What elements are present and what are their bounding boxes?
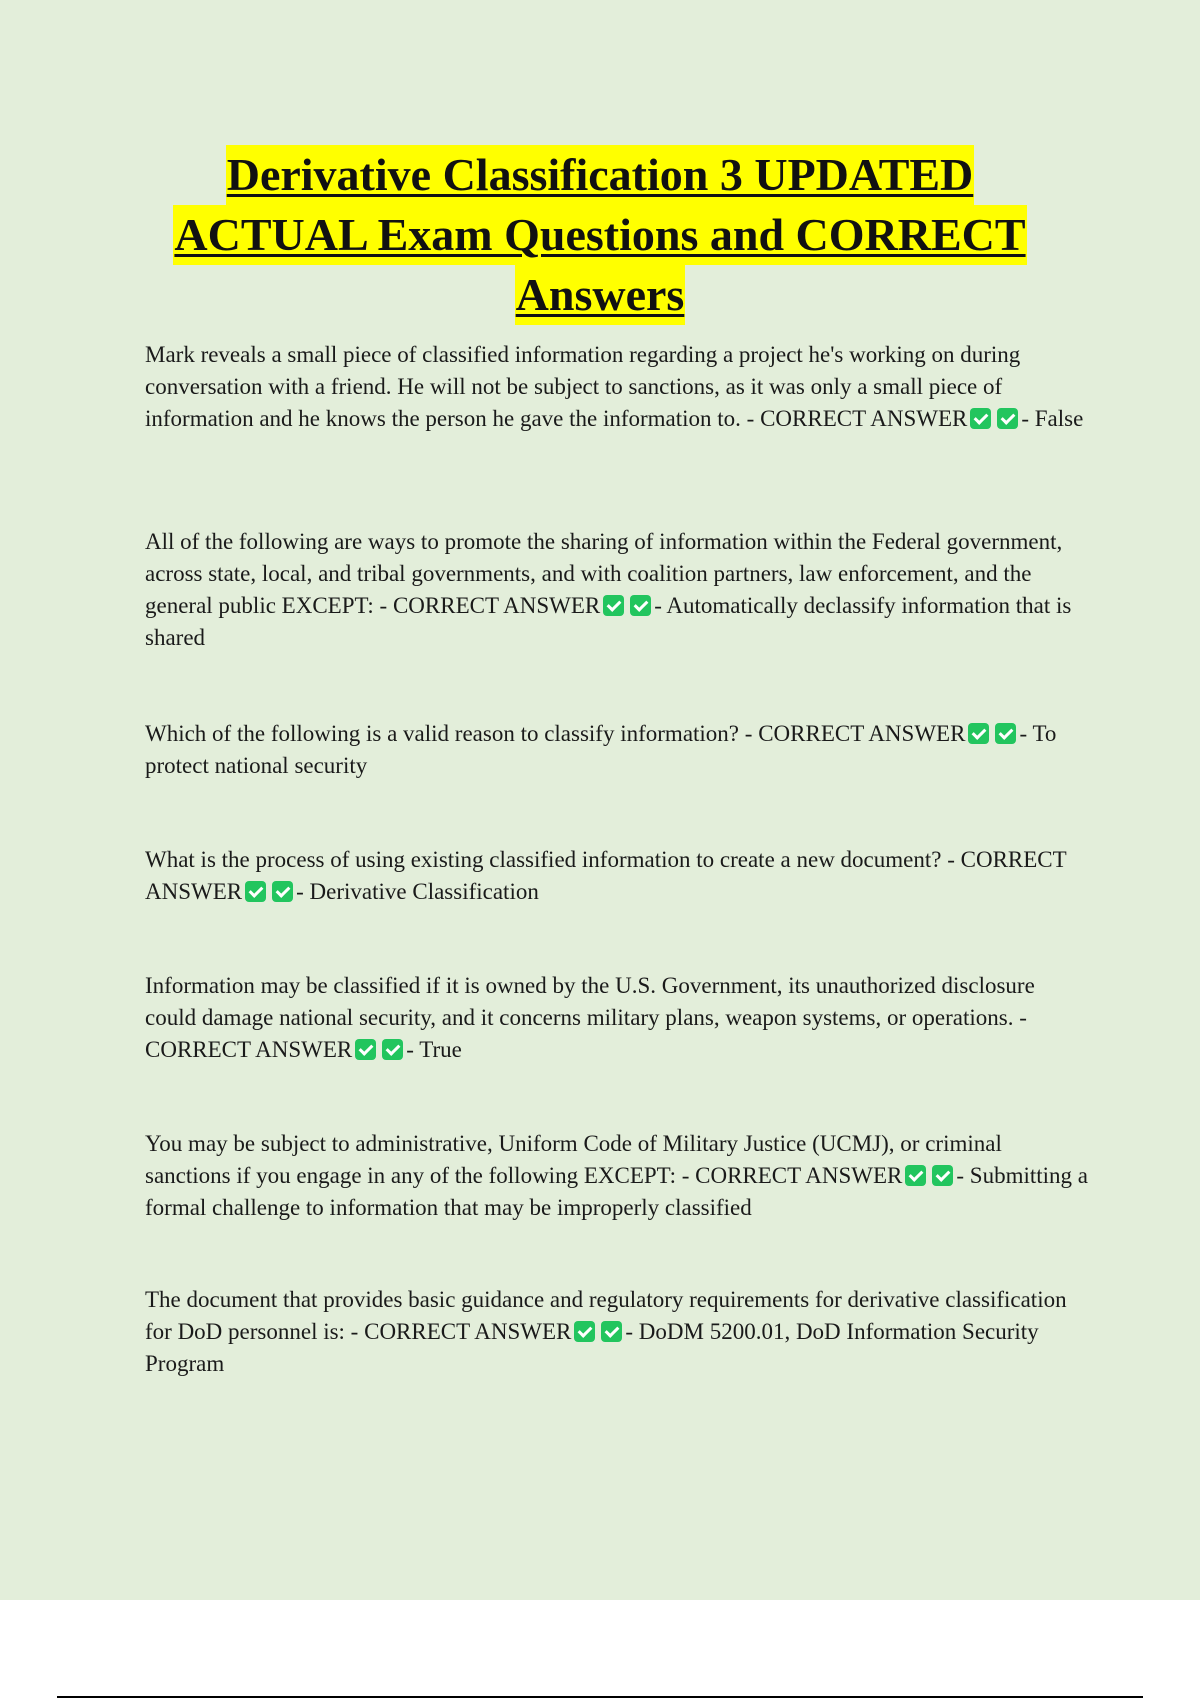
- document-title: [0, 145, 1200, 325]
- question-text: The document that provides basic guidance and regulatory requirements for derivative classification for DoD personnel is: -: [145, 1287, 1067, 1344]
- question-text: You may be subject to administrative, Uniform Code of Military Justice (UCMJ), or criminal sanctions if you engage in any of the following EXCEPT: -: [145, 1131, 1002, 1188]
- answer-text: True: [419, 1037, 462, 1062]
- answer-text: To protect national security: [145, 721, 1057, 778]
- answer-text: Derivative Classification: [309, 879, 539, 904]
- question-text: Mark reveals a small piece of classified information regarding a project he's working on during conversation with a friend. He will not be subject to sanctions, as it was only a small piece of information and he knows the person he gave the information to. -: [145, 342, 1021, 431]
- check-mark-icon: [574, 1321, 595, 1342]
- correct-answer-label: CORRECT ANSWER: [364, 1319, 572, 1344]
- check-mark-icon: [905, 1165, 926, 1186]
- check-mark-icon: [603, 595, 624, 616]
- qa-item-5: Information may be classified if it is owned by the U.S. Government, its unauthorized disclosure could damage national security, and it concerns military plans, weapon systems, or operations. - CORRECT ANSWER - True: [145, 973, 1035, 1062]
- check-mark-icon: [932, 1165, 953, 1186]
- title-line-1: Derivative Classification 3 UPDATED: [226, 145, 975, 205]
- check-mark-icon: [245, 881, 266, 902]
- qa-item-6: You may be subject to administrative, Uniform Code of Military Justice (UCMJ), or criminal sanctions if you engage in any of the following EXCEPT: - CORRECT ANSWER - Submitting a formal challenge to information that may be improperly classified: [145, 1131, 1088, 1220]
- check-mark-icon: [272, 881, 293, 902]
- qa-item-1: Mark reveals a small piece of classified information regarding a project he's working on during conversation with a friend. He will not be subject to sanctions, as it was only a small piece of information and he knows the person he gave the information to. - CORRECT ANSWER - False: [145, 342, 1084, 431]
- correct-answer-label: CORRECT ANSWER: [145, 1037, 353, 1062]
- correct-answer-label: CORRECT ANSWER: [758, 721, 966, 746]
- question-text: Which of the following is a valid reason to classify information? -: [145, 721, 753, 746]
- title-line-2: ACTUAL Exam Questions and CORRECT: [173, 205, 1026, 265]
- check-mark-icon: [970, 408, 991, 429]
- answer-text: DoDM 5200.01, DoD Information Security Program: [145, 1319, 1039, 1376]
- qa-item-4: What is the process of using existing classified information to create a new document? - CORRECT ANSWER - Derivative Classification: [145, 847, 1067, 904]
- question-text: All of the following are ways to promote the sharing of information within the Federal government, across state, local, and tribal governments, and with coalition partners, law enforcement, and the general public EXCEPT: -: [145, 529, 1063, 618]
- correct-answer-label: CORRECT ANSWER: [392, 593, 601, 618]
- title-line-3: Answers: [515, 265, 686, 325]
- check-mark-icon: [995, 723, 1016, 744]
- correct-answer-label: CORRECT ANSWER: [695, 1163, 903, 1188]
- correct-answer-label: CORRECT ANSWER: [145, 847, 1067, 904]
- check-mark-icon: [630, 595, 651, 616]
- qa-item-2: All of the following are ways to promote the sharing of information within the Federal government, across state, local, and tribal governments, and with coalition partners, law enforcement, and the general public EXCEPT: - CORRECT ANSWER - Automatically declassify information that is shared: [145, 529, 1072, 650]
- question-text: Information may be classified if it is owned by the U.S. Government, its unauthorized disclosure could damage national security, and it concerns military plans, weapon systems, or operations. -: [145, 973, 1035, 1030]
- correct-answer-label: CORRECT ANSWER: [760, 406, 968, 431]
- check-mark-icon: [968, 723, 989, 744]
- question-text: What is the process of using existing classified information to create a new document? -: [145, 847, 955, 872]
- qa-item-3: Which of the following is a valid reason to classify information? - CORRECT ANSWER - To protect national security: [145, 721, 1057, 778]
- answer-text: Submitting a formal challenge to information that may be improperly classified: [145, 1163, 1088, 1220]
- answer-text: Automatically declassify information that is shared: [145, 593, 1072, 650]
- check-mark-icon: [601, 1321, 622, 1342]
- qa-item-7: The document that provides basic guidance and regulatory requirements for derivative classification for DoD personnel is: - CORRECT ANSWER - DoDM 5200.01, DoD Information Security Program: [145, 1287, 1067, 1376]
- answer-text: False: [1034, 406, 1084, 431]
- footer-divider: [57, 1696, 1143, 1698]
- check-mark-icon: [382, 1039, 403, 1060]
- check-mark-icon: [355, 1039, 376, 1060]
- check-mark-icon: [997, 408, 1018, 429]
